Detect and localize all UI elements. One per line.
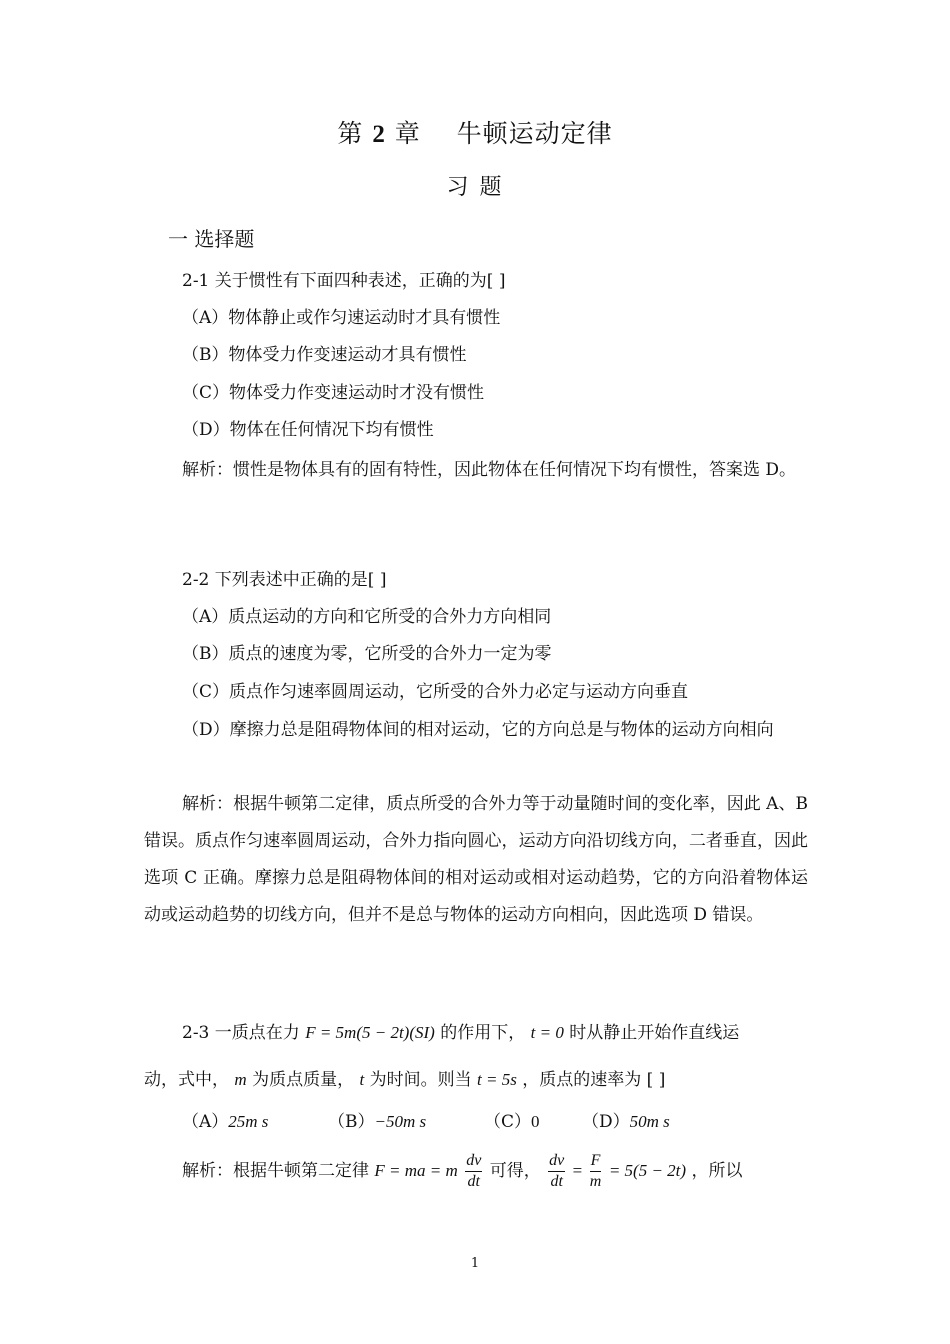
option-label: （B）	[328, 1112, 375, 1132]
stem-text: 的作用下，	[440, 1023, 526, 1043]
stem-text: ，质点的速率为 [ ]	[522, 1070, 666, 1090]
question-2-3-option-a	[182, 1113, 268, 1131]
question-2-3-option-c	[484, 1113, 540, 1131]
var-m: m	[234, 1070, 247, 1089]
question-2-2-analysis: 解析：根据牛顿第二定律，质点所受的合外力等于动量随时间的变化率，因此 A、B 错误。质点作匀速率圆周运动，合外力指向圆心，运动方向沿切线方向，二者垂直，因此选项 C 正确。摩擦力总是阻碍物体间的相对运动或相对运动趋势，它的方向沿着物体运动或运动趋势的切线方向，但并不是总与物体的运动方向相向，因此选项 D 错误。	[144, 794, 808, 925]
fraction-numerator: dv	[465, 1151, 482, 1172]
fraction-denominator: dt	[550, 1173, 563, 1190]
newton-equation: F = ma = m	[374, 1161, 458, 1180]
chapter-prefix: 第	[337, 119, 364, 148]
force-equation: F = 5m(5 − 2t)(SI)	[305, 1023, 435, 1042]
option-value: 50m s	[629, 1112, 670, 1131]
chapter-title	[0, 114, 950, 150]
question-2-1-option-d: （D）物体在任何情况下均有惯性	[182, 420, 434, 440]
option-label: （D）	[582, 1112, 630, 1132]
question-2-3-stem-line1	[182, 1024, 739, 1042]
stem-text: 为质点质量，	[252, 1070, 355, 1090]
analysis-text: ，所以	[691, 1161, 743, 1181]
chapter-suffix: 章	[394, 119, 421, 148]
exercise-heading: 习 题	[446, 175, 504, 200]
question-2-3-stem-line2	[144, 1071, 665, 1089]
fraction-dv-dt-2	[548, 1151, 565, 1192]
analysis-text: 解析：根据牛顿第二定律	[182, 1161, 369, 1181]
question-2-2-stem: 2-2 下列表述中正确的是[ ]	[182, 570, 387, 590]
stem-text: 时从静止开始作直线运	[569, 1023, 740, 1043]
fraction-denominator: m	[589, 1173, 602, 1190]
question-2-1-option-b: （B）物体受力作变速运动才具有惯性	[182, 345, 467, 365]
option-value: −50m s	[374, 1112, 427, 1131]
question-2-2-option-b: （B）质点的速度为零，它所受的合外力一定为零	[182, 644, 552, 664]
equals-sign: =	[572, 1161, 583, 1180]
question-2-3-analysis	[182, 1149, 742, 1193]
option-value: 25m s	[228, 1112, 269, 1131]
fraction-numerator: F	[590, 1151, 602, 1172]
t-five: t = 5s	[477, 1070, 517, 1089]
fraction-numerator: dv	[548, 1151, 565, 1172]
fraction-denominator: dt	[467, 1173, 480, 1190]
page-number: 1	[470, 1256, 480, 1271]
chapter-number: 2	[372, 121, 386, 148]
question-2-2-option-d: （D）摩擦力总是阻碍物体间的相对运动，它的方向总是与物体的运动方向相向	[182, 720, 774, 740]
question-2-2-option-a: （A）质点运动的方向和它所受的合外力方向相同	[182, 607, 552, 627]
chapter-name: 牛顿运动定律	[456, 119, 613, 148]
question-2-3-option-d	[582, 1113, 670, 1131]
stem-text: 2-3 一质点在力	[182, 1023, 300, 1043]
acceleration-equation: = 5(5 − 2t)	[608, 1161, 687, 1180]
fraction-dv-dt	[465, 1151, 482, 1192]
stem-text: 为时间。则当	[369, 1070, 472, 1090]
var-t: t	[359, 1070, 365, 1089]
question-2-1-stem: 2-1 关于惯性有下面四种表述，正确的为[ ]	[182, 271, 506, 291]
option-label: （C）	[484, 1112, 532, 1132]
question-2-1-analysis: 解析：惯性是物体具有的固有特性，因此物体在任何情况下均有惯性，答案选 D。	[182, 460, 797, 480]
section-heading: 一 选择题	[168, 227, 255, 251]
question-2-3-option-b	[328, 1113, 426, 1131]
question-2-1-option-c: （C）物体受力作变速运动时才没有惯性	[182, 383, 485, 403]
question-2-1-option-a: （A）物体静止或作匀速运动时才具有惯性	[182, 308, 501, 328]
fraction-f-m	[590, 1151, 602, 1192]
question-2-2-option-c: （C）质点作匀速率圆周运动，它所受的合外力必定与运动方向垂直	[182, 682, 689, 702]
stem-text: 动，式中，	[144, 1070, 229, 1090]
analysis-text: 可得，	[489, 1161, 541, 1181]
option-value: 0	[531, 1112, 540, 1131]
t-zero: t = 0	[530, 1023, 564, 1042]
option-label: （A）	[182, 1112, 229, 1132]
